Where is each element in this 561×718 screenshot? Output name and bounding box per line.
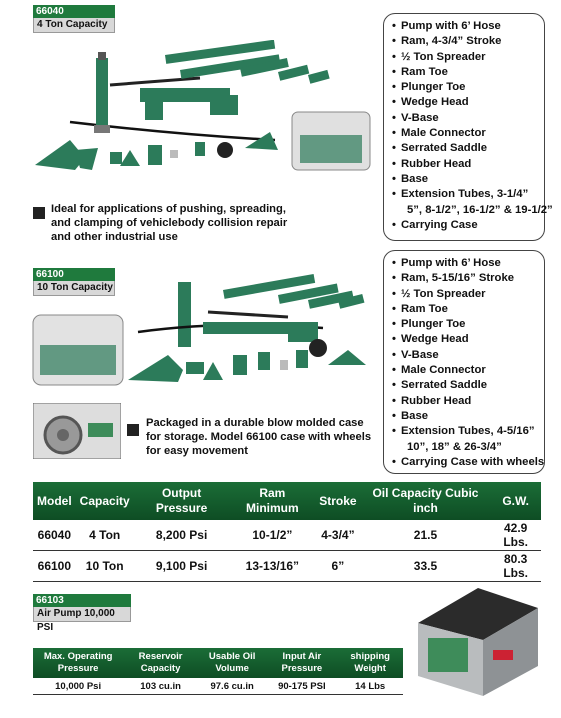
product1-name: 4 Ton Capacity: [33, 18, 115, 33]
table-cell: 103 cu.in: [123, 678, 198, 695]
feature-item: • Extension Tubes, 4-5/16”: [392, 425, 535, 438]
feature-item: • Ram Toe: [392, 302, 448, 315]
column-header: Oil Capacity Cubic inch: [361, 482, 491, 520]
table-cell: 42.9 Lbs.: [490, 520, 541, 551]
feature-item: • V-Base: [392, 348, 439, 361]
product2-name: 10 Ton Capacity: [33, 281, 115, 296]
feature-item: • Extension Tubes, 3-1/4”: [392, 188, 529, 201]
column-header: Max. Operating Pressure: [33, 648, 123, 678]
feature-item: • Ram, 4-3/4” Stroke: [392, 35, 502, 48]
column-header: Model: [33, 482, 76, 520]
feature-item: • Carrying Case with wheels: [392, 455, 545, 468]
product2-feature-list: [383, 250, 545, 474]
feature-item: • Carrying Case: [392, 218, 478, 231]
feature-item: • V-Base: [392, 111, 439, 124]
air-pump-photo: [408, 578, 543, 703]
feature-item: • Wedge Head: [392, 96, 469, 109]
table-cell: 10-1/2”: [230, 520, 316, 551]
table-cell: 33.5: [361, 551, 491, 582]
product2-kit-illustration: [28, 270, 373, 395]
product1-kit-illustration: [30, 40, 375, 175]
case-wheel-photo: [33, 403, 121, 459]
table-cell: 10,000 Psi: [33, 678, 123, 695]
airpump-spec-table: [33, 648, 403, 695]
table-row: [33, 551, 541, 582]
table-cell: 8,200 Psi: [134, 520, 230, 551]
feature-item: • Ram, 5-15/16” Stroke: [392, 272, 515, 285]
feature-item: • Ram Toe: [392, 65, 448, 78]
bullet-square: [33, 207, 45, 219]
table-cell: 66100: [33, 551, 76, 582]
airpump-code: 66103: [33, 594, 131, 607]
feature-item: • ½ Ton Spreader: [392, 50, 486, 63]
column-header: Stroke: [315, 482, 360, 520]
table-cell: 14 Lbs: [337, 678, 403, 695]
product1-note: Ideal for applications of pushing, spreading, and clamping of vehiclebody collision repair and other industrial use: [51, 203, 288, 243]
table-cell: 66040: [33, 520, 76, 551]
product2-note: Packaged in a durable blow molded case for storage. Model 66100 case with wheels for easy movement: [146, 417, 372, 457]
spec-table: [33, 482, 541, 582]
airpump-tag: [33, 594, 131, 633]
feature-item: • Rubber Head: [392, 157, 472, 170]
table-cell: 80.3 Lbs.: [490, 551, 541, 582]
feature-item: • Serrated Saddle: [392, 142, 488, 155]
feature-item: 10”, 18” & 26-3/4”: [407, 440, 502, 453]
table-cell: 6”: [315, 551, 360, 582]
column-header: shipping Weight: [337, 648, 403, 678]
feature-item: • Rubber Head: [392, 394, 472, 407]
airpump-name: Air Pump 10,000 PSI: [33, 607, 131, 622]
table-row: [33, 678, 403, 695]
product1-tag: [33, 5, 115, 33]
feature-item: 5”, 8-1/2”, 16-1/2” & 19-1/2”: [407, 203, 553, 216]
product1-feature-list: [383, 13, 553, 241]
feature-item: • Base: [392, 409, 429, 422]
feature-item: • Plunger Toe: [392, 318, 466, 331]
column-header: Ram Minimum: [230, 482, 316, 520]
bullet-square: [127, 424, 139, 436]
feature-item: • Plunger Toe: [392, 81, 466, 94]
table-cell: 97.6 cu.in: [198, 678, 266, 695]
table-cell: 13-13/16”: [230, 551, 316, 582]
column-header: Capacity: [76, 482, 134, 520]
column-header: G.W.: [490, 482, 541, 520]
column-header: Input Air Pressure: [266, 648, 337, 678]
feature-item: • Male Connector: [392, 127, 486, 140]
column-header: Usable Oil Volume: [198, 648, 266, 678]
table-cell: 4 Ton: [76, 520, 134, 551]
product2-code: 66100: [33, 268, 115, 281]
table-cell: 10 Ton: [76, 551, 134, 582]
table-row: [33, 520, 541, 551]
feature-item: • Pump with 6’ Hose: [392, 257, 501, 269]
table-cell: 90-175 PSI: [266, 678, 337, 695]
feature-item: • Base: [392, 172, 429, 185]
table-cell: 4-3/4”: [315, 520, 360, 551]
product1-code: 66040: [33, 5, 115, 18]
feature-item: • Pump with 6’ Hose: [392, 20, 501, 32]
feature-item: • Serrated Saddle: [392, 379, 488, 392]
table-cell: 9,100 Psi: [134, 551, 230, 582]
column-header: Output Pressure: [134, 482, 230, 520]
table-cell: 21.5: [361, 520, 491, 551]
feature-item: • Male Connector: [392, 364, 486, 377]
feature-item: • ½ Ton Spreader: [392, 287, 486, 300]
feature-item: • Wedge Head: [392, 333, 469, 346]
column-header: Reservoir Capacity: [123, 648, 198, 678]
